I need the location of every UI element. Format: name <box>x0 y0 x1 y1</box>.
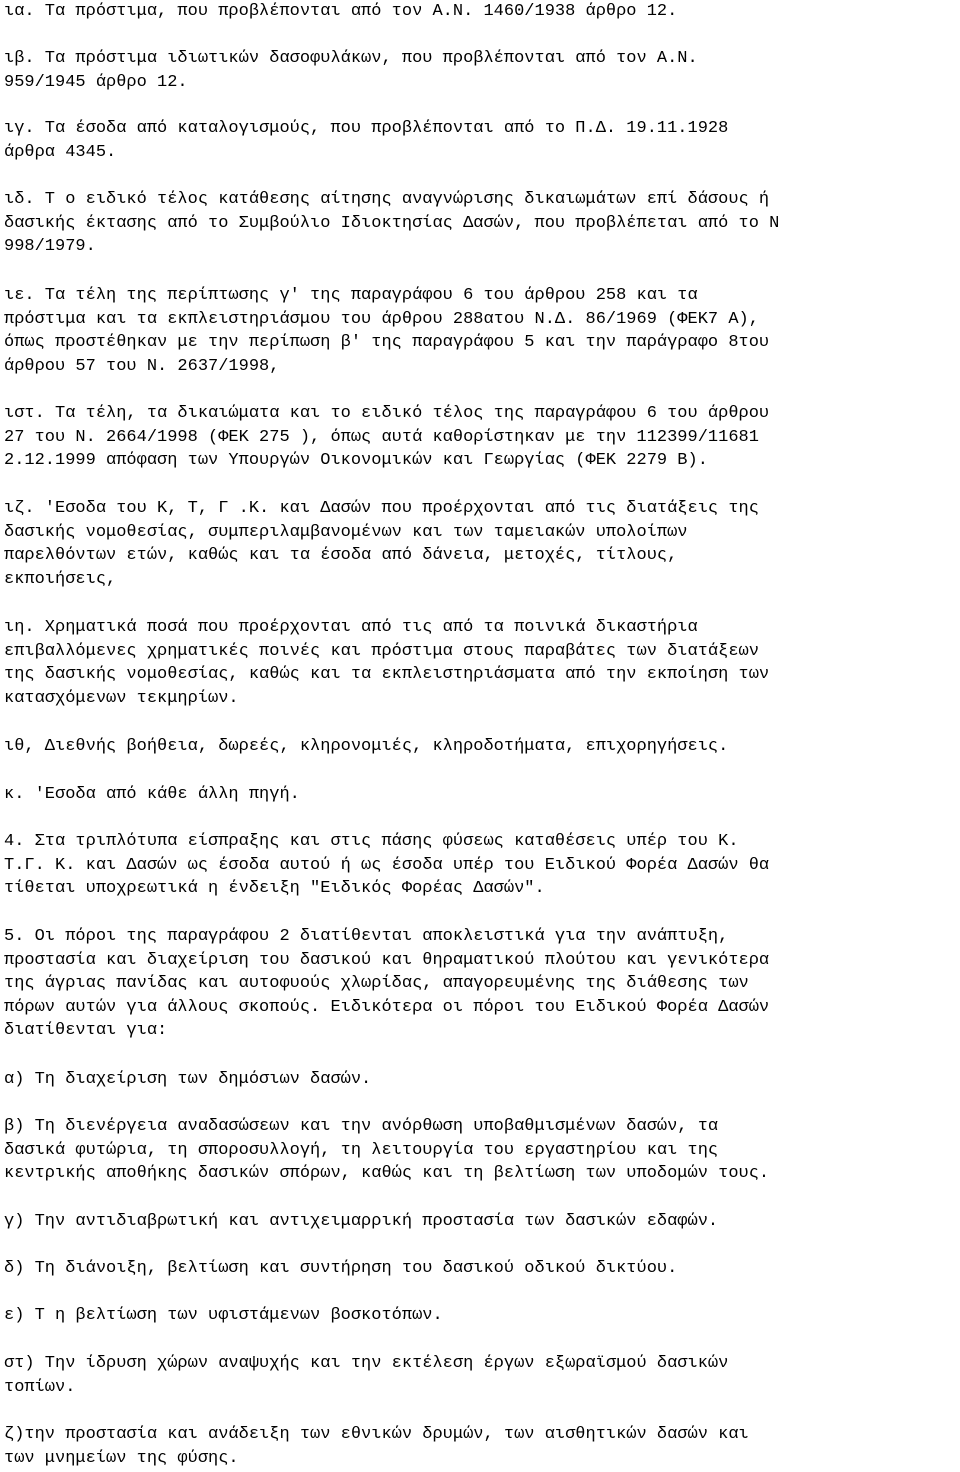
line: 5. Οι πόροι της παραγράφου 2 διατίθενται αποκλειστικά για την ανάπτυξη, <box>4 927 729 946</box>
paragraph-ig <box>4 117 728 164</box>
paragraph-d <box>4 1257 677 1281</box>
paragraph-iz <box>4 497 759 591</box>
line: πρόστιμα και τα εκπλειστηριάσμου του άρθρου 288ατου Ν.Δ. 86/1969 (ΦΕΚ7 Α), <box>4 309 759 329</box>
line: επιβαλλόμενες χρηματικές ποινές και πρόστιμα στους παραβάτες των διατάξεων <box>4 641 759 661</box>
line: της άγριας πανίδας και αυτοφυούς χλωρίδας, απαγορευμένης της διάθεσης των <box>4 974 749 993</box>
paragraph-st <box>4 1352 728 1399</box>
paragraph-b <box>4 1115 769 1186</box>
paragraph-k <box>4 783 300 807</box>
line: τίθεται υποχρεωτικά η ένδειξη "Ειδικός Φορέας Δασών". <box>4 879 545 898</box>
paragraph-ie <box>4 284 769 378</box>
line: ιβ. Τα πρόστιμα ιδιωτικών δασοφυλάκων, που προβλέπονται από τον Α.Ν. <box>4 49 698 68</box>
line: δασικής έκτασης από το Συμβούλιο Ιδιοκτησίας Δασών, που προβλέπεται από το Ν <box>4 213 780 233</box>
line: δασικής νομοθεσίας, συμπεριλαμβανομένων και των ταμειακών υπολοίπων <box>4 522 688 542</box>
line: δασικά φυτώρια, τη σποροσυλλογή, τη λειτουργία του εργαστηρίου και της <box>4 1140 719 1160</box>
line: β) Τη διενέργεια αναδασώσεων και την ανόρθωση υποβαθμισμένων δασών, τα <box>4 1117 719 1136</box>
line: ιε. Τα τέλη της περίπτωσης γ' της παραγράφου 6 του άρθρου 258 και τα <box>4 286 698 305</box>
paragraph-e <box>4 1304 443 1328</box>
line: 27 του Ν. 2664/1998 (ΦΕΚ 275 ), όπως αυτά καθορίστηκαν με την 112399/11681 <box>4 427 759 447</box>
line: άρθρου 57 του Ν. 2637/1998, <box>4 356 280 376</box>
line: ιστ. Τα τέλη, τα δικαιώματα και το ειδικό τέλος της παραγράφου 6 του άρθρου <box>4 404 770 423</box>
paragraph-id <box>4 188 779 259</box>
line: κ. 'Εσοδα από κάθε άλλη πηγή. <box>4 785 300 804</box>
line: δ) Τη διάνοιξη, βελτίωση και συντήρηση του δασικού οδικού δικτύου. <box>4 1259 678 1278</box>
line: όπως προστέθηκαν με την περίπωση β' της παραγράφου 5 και την παράγραφο 8του <box>4 333 770 352</box>
paragraph-ia <box>4 0 677 24</box>
paragraph-z <box>4 1423 749 1470</box>
line: 4. Στα τριπλότυπα είσπραξης και στις πάσης φύσεως καταθέσεις υπέρ του Κ. <box>4 832 739 851</box>
line: ζ)την προστασία και ανάδειξη των εθνικών δρυμών, των αισθητικών δασών και <box>4 1425 749 1444</box>
line: τοπίων. <box>4 1377 76 1397</box>
line: ιθ, Διεθνής βοήθεια, δωρεές, κληρονομιές, κληροδοτήματα, επιχορηγήσεις. <box>4 737 729 756</box>
line: ιζ. 'Εσοδα του Κ, Τ, Γ .Κ. και Δασών που προέρχονται από τις διατάξεις της <box>4 499 759 518</box>
line: κεντρικής αποθήκης δασικών σπόρων, καθώς και τη βελτίωση των υποδομών τους. <box>4 1164 770 1183</box>
line: κατασχόμενων τεκμηρίων. <box>4 688 239 708</box>
line: γ) Την αντιδιαβρωτική και αντιχειμαρρική προστασία των δασικών εδαφών. <box>4 1212 719 1231</box>
paragraph-ib <box>4 47 698 94</box>
line: 959/1945 άρθρο 12. <box>4 72 188 92</box>
line: παρελθόντων ετών, καθώς και τα έσοδα από δάνεια, μετοχές, τίτλους, <box>4 546 678 565</box>
paragraph-ih <box>4 616 769 710</box>
paragraph-ith <box>4 735 728 759</box>
line: ιδ. Τ ο ειδικό τέλος κατάθεσης αίτησης αναγνώρισης δικαιωμάτων επί δάσους ή <box>4 190 770 209</box>
line: 998/1979. <box>4 237 96 256</box>
line: ε) Τ η βελτίωση των υφιστάμενων βοσκοτόπων. <box>4 1306 443 1325</box>
paragraph-5 <box>4 925 769 1043</box>
line: 2.12.1999 απόφαση των Υπουργών Οικονομικών και Γεωργίας (ΦΕΚ 2279 Β). <box>4 451 708 470</box>
paragraph-4 <box>4 830 769 901</box>
line: προστασία και διαχείριση του δασικού και θηραματικού πλούτου και γενικότερα <box>4 950 770 970</box>
line: στ) Την ίδρυση χώρων αναψυχής και την εκτέλεση έργων εξωραϊσμού δασικών <box>4 1354 729 1373</box>
line: πόρων αυτών για άλλους σκοπούς. Ειδικότερα οι πόροι του Ειδικού Φορέα Δασών <box>4 997 770 1017</box>
line: των μνημείων της φύσης. <box>4 1448 239 1468</box>
paragraph-g <box>4 1210 718 1234</box>
line: της δασικής νομοθεσίας, καθώς και τα εκπλειστηριάσματα από την εκποίηση των <box>4 665 770 684</box>
line: ια. Τα πρόστιμα, που προβλέπονται από τον Α.Ν. 1460/1938 άρθρο 12. <box>4 2 678 21</box>
line: α) Τη διαχείριση των δημόσιων δασών. <box>4 1070 372 1089</box>
line: ιγ. Τα έσοδα από καταλογισμούς, που προβλέπονται από το Π.Δ. 19.11.1928 <box>4 119 729 138</box>
line: άρθρα 4345. <box>4 142 117 162</box>
line: ιη. Χρηματικά ποσά που προέρχονται από τις από τα ποινικά δικαστήρια <box>4 618 698 637</box>
line: Τ.Γ. Κ. και Δασών ως έσοδα αυτού ή ως έσοδα υπέρ του Ειδικού Φορέα Δασών θα <box>4 855 770 875</box>
paragraph-a <box>4 1068 371 1092</box>
line: διατίθενται για: <box>4 1021 168 1040</box>
paragraph-ist <box>4 402 769 473</box>
line: εκποιήσεις, <box>4 569 117 589</box>
